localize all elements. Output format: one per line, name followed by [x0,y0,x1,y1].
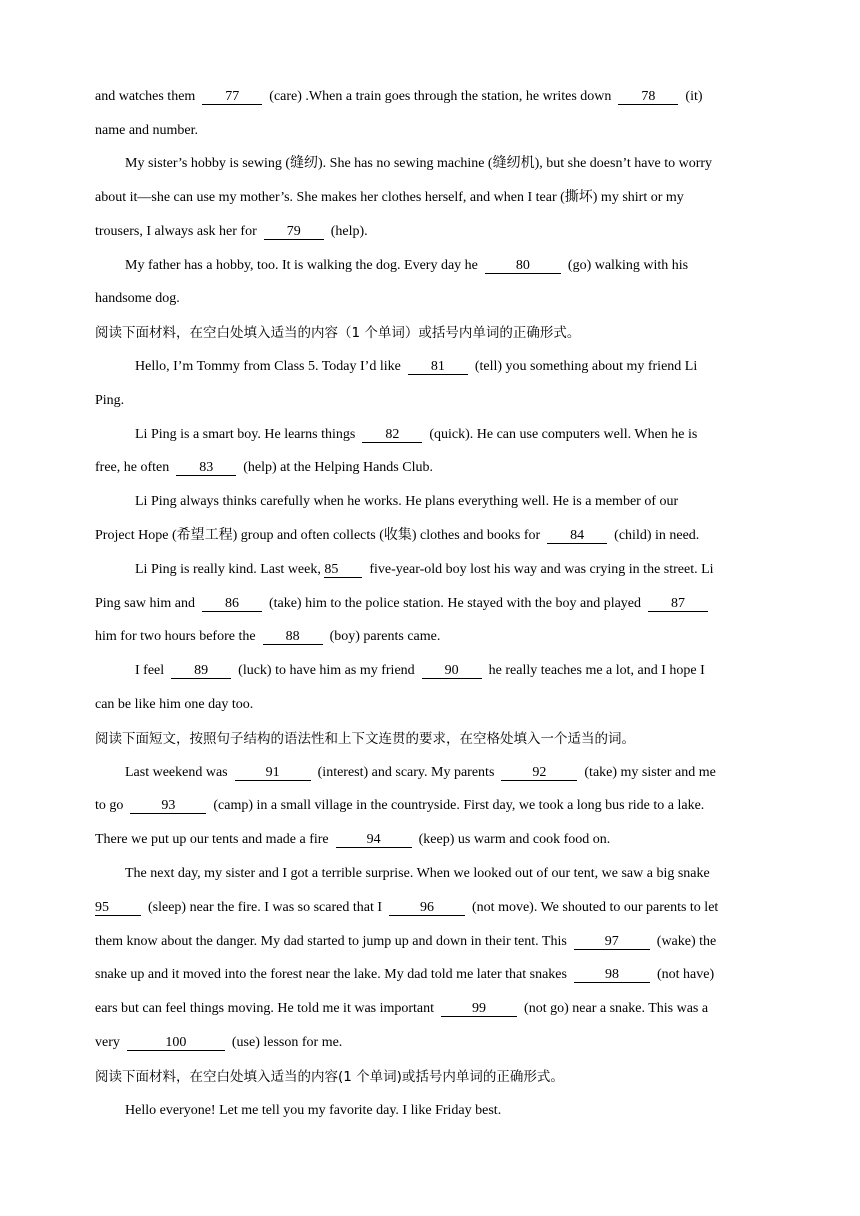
text-segment: 阅读下面材料，在空白处填入适当的内容（1 个单词）或括号内单词的正确形式。 [95,325,581,341]
text-segment: about it—she can use my mother’s. She makes her clothes herself, and when I tear (撕坏) my shirt or my [95,190,684,205]
text-line [95,392,124,410]
answer-blank: 78 [618,89,678,105]
answer-blank: 91 [235,765,311,781]
answer-blank: 79 [264,224,324,240]
text-segment: (go) walking with his [560,258,689,273]
text-segment: them know about the danger. My dad started to jump up and down in their tent. This [95,934,574,949]
text-segment: handsome dog. [95,291,180,306]
text-line [135,493,678,511]
text-segment: Project Hope (希望工程) group and often collects (收集) clothes and books for [95,528,548,543]
text-segment: (use) lesson for me. [224,1035,343,1050]
text-line [95,1000,708,1018]
answer-blank: 100 [127,1035,225,1051]
text-segment: (luck) to have him as my friend [231,663,422,678]
text-segment: Hello, I’m Tommy from Class 5. Today I’d like [135,359,408,374]
text-line [95,797,704,815]
text-segment: ears but can feel things moving. He told me it was important [95,1001,442,1016]
text-line [95,899,718,917]
text-segment: The next day, my sister and I got a terrible surprise. When we looked out of our tent, we saw a big snake [125,866,710,881]
text-segment: There we put up our tents and made a fire [95,832,336,847]
answer-blank: 77 [202,89,262,105]
answer-blank: 89 [171,663,231,679]
text-segment: Li Ping is a smart boy. He learns things [135,427,363,442]
text-segment: (tell) you something about my friend Li [467,359,698,374]
text-line [95,628,440,646]
text-line [95,831,610,849]
text-line [95,933,716,951]
answer-blank: 95 [95,900,141,916]
text-line [135,358,697,376]
text-segment: (camp) in a small village in the countryside. First day, we took a long bus ride to a lake. [206,798,705,813]
answer-blank: 86 [202,596,262,612]
text-segment: trousers, I always ask her for [95,224,264,239]
text-segment: Ping. [95,393,125,408]
text-segment: (help). [323,224,368,239]
answer-blank: 82 [362,427,422,443]
text-segment: I feel [135,663,172,678]
text-segment: (it) [678,89,703,104]
answer-blank: 94 [336,832,412,848]
text-line [125,257,688,275]
text-segment: (wake) the [649,934,717,949]
text-line [125,155,712,173]
answer-blank: 85 [324,562,362,578]
text-line [95,595,708,613]
text-segment: can be like him one day too. [95,697,254,712]
answer-blank: 99 [441,1001,517,1017]
text-segment: name and number. [95,123,199,138]
text-segment: he really teaches me a lot, and I hope I [481,663,705,678]
text-line [95,459,433,477]
text-line [95,223,368,241]
text-line [95,88,703,106]
text-segment: (sleep) near the fire. I was so scared that I [141,900,390,915]
text-line [95,527,699,545]
text-segment: (interest) and scary. My parents [310,765,502,780]
text-line [135,561,714,579]
answer-blank: 83 [176,460,236,476]
answer-blank: 96 [389,900,465,916]
text-segment: Hello everyone! Let me tell you my favorite day. I like Friday best. [125,1103,502,1118]
section-instruction [95,324,580,342]
text-segment: to go [95,798,131,813]
text-line [95,696,253,714]
answer-blank: 87 [648,596,708,612]
text-segment: My sister’s hobby is sewing (缝纫). She has no sewing machine (缝纫机), but she doesn’t have to worry [125,156,713,171]
answer-blank: 98 [574,967,650,983]
text-segment: (not have) [649,967,715,982]
text-line [95,189,684,207]
section-instruction [95,1068,564,1086]
answer-blank: 93 [130,798,206,814]
answer-blank: 90 [422,663,482,679]
answer-blank: 97 [574,934,650,950]
text-segment: My father has a hobby, too. It is walking the dog. Every day he [125,258,485,273]
text-segment: 阅读下面短文，按照句子结构的语法性和上下文连贯的要求，在空格处填入一个适当的词。 [95,731,635,747]
text-line [135,426,697,444]
answer-blank: 81 [408,359,468,375]
answer-blank: 80 [485,258,561,274]
text-segment: (care) .When a train goes through the station, he writes down [262,89,619,104]
text-segment: snake up and it moved into the forest near the lake. My dad told me later that snakes [95,967,574,982]
text-segment: five-year-old boy lost his way and was crying in the street. Li [362,562,714,577]
text-line [125,764,716,782]
text-line [95,122,198,140]
text-segment: (keep) us warm and cook food on. [411,832,611,847]
text-segment: Li Ping is really kind. Last week, [135,562,325,577]
answer-blank: 92 [501,765,577,781]
answer-blank: 88 [263,629,323,645]
text-segment: free, he often [95,460,177,475]
text-segment: and watches them [95,89,203,104]
section-instruction [95,730,635,748]
answer-blank: 84 [547,528,607,544]
text-line [95,1034,342,1052]
text-segment: (child) in need. [607,528,700,543]
text-segment: (not move). We shouted to our parents to let [465,900,719,915]
text-line [125,865,710,883]
text-segment: Last weekend was [125,765,235,780]
text-segment: 阅读下面材料，在空白处填入适当的内容(1 个单词)或括号内单词的正确形式。 [95,1069,564,1085]
text-line [125,1102,501,1120]
text-line [95,290,180,308]
text-segment: (take) my sister and me [577,765,716,780]
text-segment: Ping saw him and [95,596,202,611]
text-line [135,662,705,680]
text-segment: (take) him to the police station. He stayed with the boy and played [261,596,649,611]
text-segment: Li Ping always thinks carefully when he works. He plans everything well. He is a member of our [135,494,679,509]
text-segment: (not go) near a snake. This was a [517,1001,709,1016]
text-segment: him for two hours before the [95,629,263,644]
text-segment: (help) at the Helping Hands Club. [236,460,433,475]
text-line [95,966,714,984]
text-segment: very [95,1035,127,1050]
text-segment: (boy) parents came. [322,629,441,644]
text-segment: (quick). He can use computers well. When he is [422,427,698,442]
